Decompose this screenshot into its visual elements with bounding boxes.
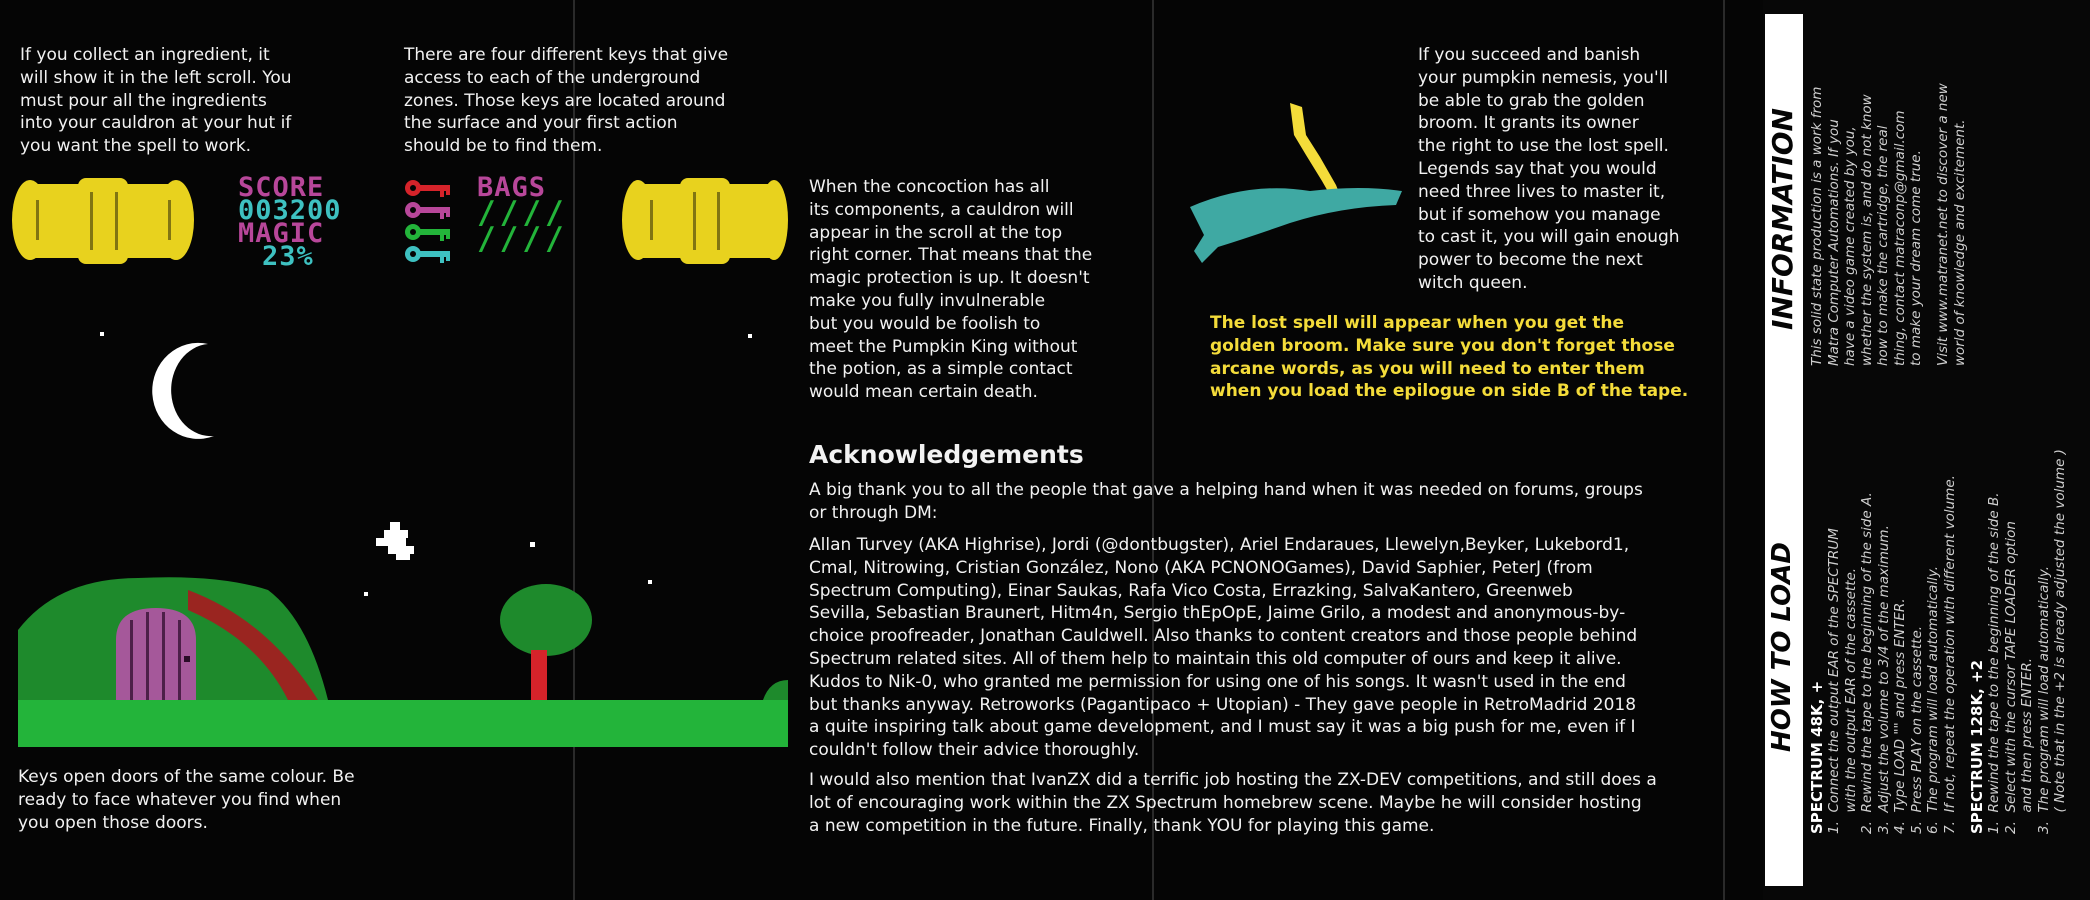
witch-sprite-icon — [376, 522, 414, 560]
spectrum128-title: SPECTRUM 128K, +2 — [1968, 659, 1986, 834]
dungeon-door-icon — [116, 608, 196, 700]
game-scene-illustration — [18, 320, 788, 750]
broom-bristles-icon — [1190, 188, 1402, 263]
keys-paragraph: There are four different keys that give access to each of the underground zones. Those keys are located around the surface and your first action should be to find them. — [404, 45, 729, 157]
doors-paragraph: Keys open doors of the same colour. Be ready to face whatever you find when you open those doors. — [18, 767, 355, 833]
acknowledgements-closing: I would also mention that IvanZX did a terrific job hosting the ZX-DEV competitions, and still does a lot of encouraging work within the ZX Spectrum homebrew scene. Maybe he will consider hosting a new competition in the future. Finally, thank YOU for playing this game. — [809, 770, 1657, 836]
bags-marks: //// //// — [477, 195, 568, 257]
magic-value: 23% — [262, 241, 314, 272]
spectrum48-steps: 1. Connect the output EAR of the SPECTRUM with the output EAR of the cassette. 2. Rewind the tape to the beginning of the side A. 3. Adjust the volume to 3/4 of the maximum. 4. Type LOAD "" and press ENTER. 5. Press PLAY on the cassette. 6. The program will load automatically. 7. If not, repeat the operation with different volume. — [1826, 475, 1958, 834]
acknowledgements-heading: Acknowledgements — [809, 440, 1084, 469]
broom-handle-icon — [1290, 103, 1340, 195]
lost-spell-notice: The lost spell will appear when you get the golden broom. Make sure you don't forget those arcane words, as you will need to enter them when you load the epilogue on side B of the tape. — [1210, 313, 1689, 402]
left-scroll-icon — [12, 178, 194, 264]
star-icon — [100, 332, 752, 596]
ingredient-paragraph: If you collect an ingredient, it will show it in the left scroll. You must pour all the ingredients into your cauldron at your hut if you want the spell to work. — [20, 45, 292, 157]
how-to-load-title: HOW TO LOAD — [1767, 542, 1797, 752]
acknowledgements-intro: A big thank you to all the people that gave a helping hand when it was needed on forums, groups or through DM: — [809, 480, 1643, 523]
moon-icon — [152, 343, 214, 439]
key-green-icon — [405, 224, 450, 241]
fold-line — [1152, 0, 1154, 900]
right-scroll-icon — [622, 178, 788, 264]
banish-paragraph: If you succeed and banish your pumpkin nemesis, you'll be able to grab the golden broom. It grants its owner the right to use the lost spell. Legends say that you would need three lives to master it, but if somehow you manage to cast it, you will gain enough power to become the next witch queen. — [1418, 45, 1680, 293]
magic-label: MAGIC — [238, 218, 325, 249]
concoction-paragraph: When the concoction has all its components, a cauldron will appear in the scroll at the top right corner. That means that the magic protection is up. It doesn't make you fully invulnerable but you would be foolish to meet the Pumpkin King without the potion, as a simple contact would mean certain death. — [809, 177, 1093, 403]
key-red-icon — [405, 180, 450, 197]
spectrum128-steps: 1. Rewind the tape to the beginning of the side B. 2. Select with the cursor TAPE LOADER option and then press ENTER. 3. The program will load automatically. ( Note that in the +2 is already adjusted the volume ) — [1986, 449, 2068, 834]
tree-icon — [500, 584, 592, 700]
score-label: SCORE — [238, 172, 325, 203]
fold-line — [1723, 0, 1725, 900]
information-title: INFORMATION — [1766, 108, 1799, 330]
acknowledgements-body: Allan Turvey (AKA Highrise), Jordi (@dontbugster), Ariel Endaraues, Llewelyn,Beyker, Lukebord1, Cmal, Nitrowing, Cristian González, Nono (AKA PCNONOGames), David Saphier, PeterJ (from Spectrum Computing), Einar Saukas, Rafa Vico Costa, Errazking, SalvaKantero, Greenweb Sevilla, Sebastian Braunert, Hitm4n, Sergio thEpOpE, Jaime Grilo, a modest and anonymous-by- choice proofreader, Jonathan Cauldwell. Also thanks to content creators and those people behind Spectrum related sites. All of them help to maintain this old computer of ours and keep it alive. Kudos to Nik-0, who granted me permission for using one of his songs. It wasn't used in the end but thanks anyway. Retroworks (Pagantipaco + Utopian) - They gave people in RetroMadrid 2018 a quite inspiring talk about game development, and I must say it was a big push for me, even if I couldn't follow their advice thoroughly. — [809, 535, 1638, 761]
grass-ground — [18, 700, 788, 747]
key-magenta-icon — [405, 202, 450, 219]
key-cyan-icon — [405, 246, 450, 263]
visit-website-text: Visit www.matranet.net to discover a new world of knowledge and excitement. — [1935, 83, 1968, 366]
information-paragraph: This solid state production is a work from Matra Computer Automations. If you have a video game created by you, whether the system is, and do not know how to make the cartridge, the real thing, contact matraconp@gmail.com to make your dream come true. — [1809, 86, 1924, 366]
game-hud-illustration — [0, 170, 800, 280]
spectrum48-title: SPECTRUM 48K, + — [1808, 680, 1826, 834]
bags-label: BAGS — [477, 172, 547, 203]
score-value: 003200 — [238, 195, 342, 226]
golden-broom-illustration — [1190, 95, 1410, 265]
